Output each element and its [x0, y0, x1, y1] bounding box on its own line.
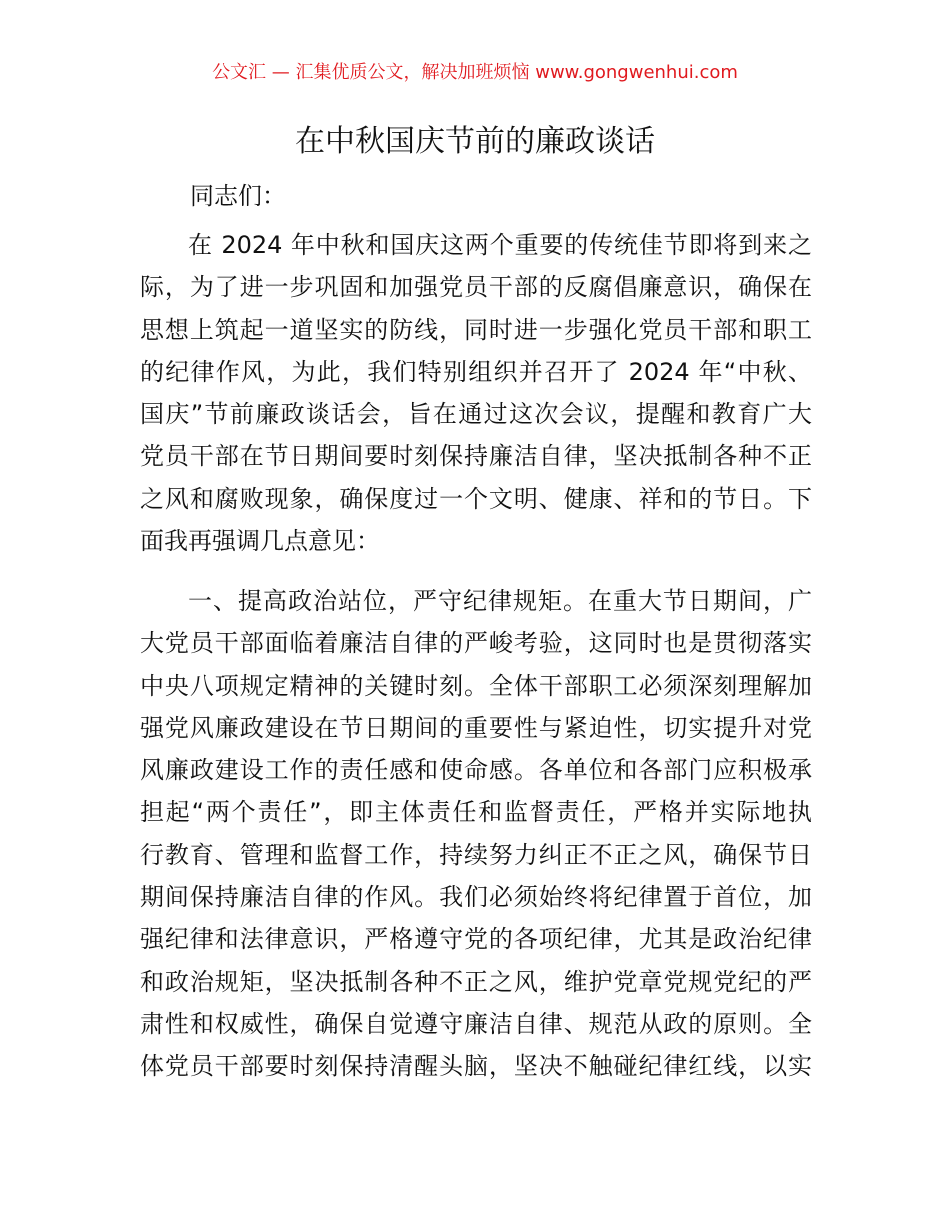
text-line: 强党风廉政建设在节日期间的重要性与紧迫性，切实提升对党 — [140, 713, 812, 742]
text-line: 中央八项规定精神的关键时刻。全体干部职工必须深刻理解加 — [140, 671, 812, 700]
text-line: 担起“两个责任”，即主体责任和监督责任，严格并实际地执 — [140, 798, 812, 827]
text-line: 行教育、管理和监督工作，持续努力纠正不正之风，确保节日 — [140, 840, 812, 869]
text-line: 大党员干部面临着廉洁自律的严峻考验，这同时也是贯彻落实 — [140, 629, 812, 658]
text-line: 体党员干部要时刻保持清醒头脑，坚决不触碰纪律红线，以实 — [140, 1052, 812, 1081]
text-line: 在 2024 年中秋和国庆这两个重要的传统佳节即将到来之 — [188, 231, 812, 259]
text-line: 际，为了进一步巩固和加强党员干部的反腐倡廉意识，确保在 — [140, 273, 812, 302]
text-line: 肃性和权威性，确保自觉遵守廉洁自律、规范从政的原则。全 — [140, 1009, 812, 1038]
document-title: 在中秋国庆节前的廉政谈话 — [295, 124, 655, 159]
salutation: 同志们： — [190, 182, 286, 210]
text-line: 的纪律作风，为此，我们特别组织并召开了 2024 年“中秋、 — [140, 357, 812, 386]
text-line: 和政治规矩，坚决抵制各种不正之风，维护党章党规党纪的严 — [140, 967, 812, 996]
text-line: 党员干部在节日期间要时刻保持廉洁自律，坚决抵制各种不正 — [140, 442, 812, 471]
text-line: 期间保持廉洁自律的作风。我们必须始终将纪律置于首位，加 — [140, 883, 812, 912]
paragraph-2 — [140, 580, 812, 1088]
text-line: 一、提高政治站位，严守纪律规矩。在重大节日期间，广 — [188, 587, 812, 615]
text-line: 思想上筑起一道坚实的防线，同时进一步强化党员干部和职工 — [140, 315, 812, 344]
text-line: 风廉政建设工作的责任感和使命感。各单位和各部门应积极承 — [140, 756, 812, 785]
text-line: 之风和腐败现象，确保度过一个文明、健康、祥和的节日。下 — [140, 484, 812, 513]
watermark-banner: 公文汇 — 汇集优质公文，解决加班烦恼 www.gongwenhui.com — [212, 62, 738, 83]
text-line: 强纪律和法律意识，严格遵守党的各项纪律，尤其是政治纪律 — [140, 925, 812, 954]
paragraph-1 — [140, 224, 812, 562]
text-line: 国庆”节前廉政谈话会，旨在通过这次会议，提醒和教育广大 — [140, 400, 812, 429]
text-line: 面我再强调几点意见： — [140, 527, 380, 556]
